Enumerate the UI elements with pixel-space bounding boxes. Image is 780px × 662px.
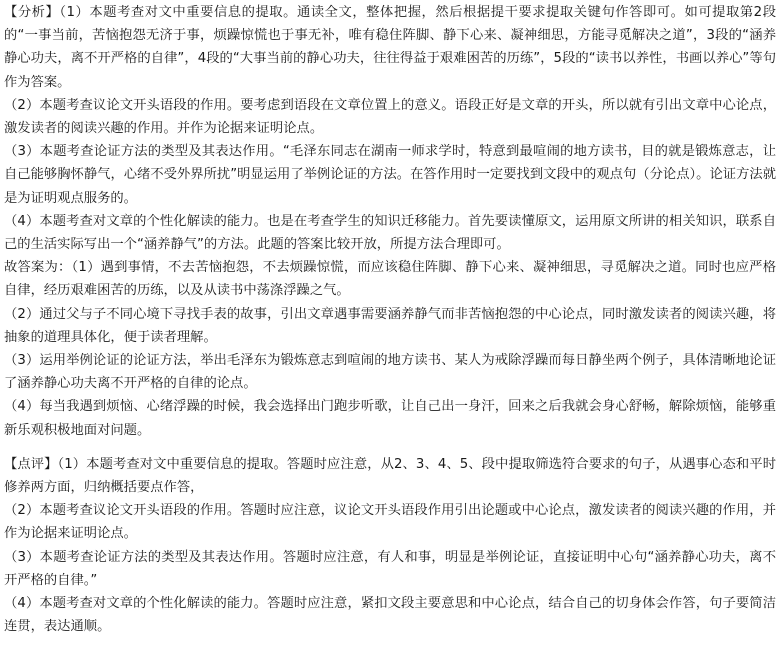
- analysis-paragraph-2: （2）本题考查议论文开头语段的作用。要考虑到语段在文章位置上的意义。语段正好是文章的开头，所以就有引出文章中心论点，激发读者的阅读兴趣的作用。并作为论据来证明论点。: [4, 97, 776, 137]
- section-spacer: [4, 442, 776, 453]
- comment-paragraph-1: 【点评】（1）本题考查对文中重要信息的提取。答题时应注意，从2、3、4、5、段中提取筛选符合要求的句子，从遇事心态和平时修养两方面，归纳概括要点作答，: [4, 456, 776, 496]
- analysis-paragraph-1: 【分析】（1）本题考查对文中重要信息的提取。通读全文，整体把握，然后根据提干要求提取关键句作答即可。如可提取第2段的“一事当前，苦恼抱怨无济于事，烦躁惊慌也于事无补，唯有稳住阵脚、静下心来、凝神细思，方能寻觅解决之道”，3段的“涵养静心功夫，离不开严格的自律”，4段的“大事当前的静心功夫，往往得益于艰难困苦的历练”，5段的“读书以养性，书画以养心”等句作为答案。: [4, 5, 776, 90]
- answer-paragraph-4: （4）每当我遇到烦恼、心绪浮躁的时候，我会选择出门跑步听歌，让自己出一身汗，回来之后我就会身心舒畅，解除烦恼，能够重新乐观积极地面对问题。: [4, 399, 776, 438]
- comment-paragraph-2: （2）本题考查议论文开头语段的作用。答题时应注意，议论文开头语段作用引出论题或中心论点，激发读者的阅读兴趣的作用，并作为论据来证明论点。: [4, 503, 776, 542]
- analysis-paragraph-3: （3）本题考查论证方法的类型及其表达作用。“毛泽东同志在湖南一师求学时，特意到最喧闹的地方读书，目的就是锻炼意志，让自己能够胸怀静气，心绪不受外界所扰”明显运用了举例论证的方法。在答作用时一定要找到文段中的观点句（分论点）。论证方法就是为证明观点服务的。: [4, 144, 776, 206]
- answer-paragraph-3: （3）运用举例论证的论证方法，举出毛泽东为锻炼意志到喧闹的地方读书、某人为戒除浮躁而每日静坐两个例子，具体清晰地论证了涵养静心功夫离不开严格的自律的论点。: [4, 353, 776, 392]
- answer-section: [4, 256, 776, 442]
- comment-paragraph-4: （4）本题考查对文章的个性化解读的能力。答题时应注意，紧扣文段主要意思和中心论点，结合自己的切身体会作答，句子要简洁连贯，表达通顺。: [4, 596, 776, 635]
- analysis-paragraph-4: （4）本题考查对文章的个性化解读的能力。也是在考查学生的知识迁移能力。首先要读懂原文，运用原文所讲的相关知识，联系自己的生活实际写出一个“涵养静气”的方法。此题的答案比较开放，所提方法合理即可。: [4, 213, 776, 253]
- comment-paragraph-3: （3）本题考查论证方法的类型及其表达作用。答题时应注意，有人和事，明显是举例论证，直接证明中心句“涵养静心功夫，离不开严格的自律。”: [4, 549, 776, 588]
- answer-paragraph-2: （2）通过父与子不同心境下寻找手表的故事，引出文章遇事需要涵养静气而非苦恼抱怨的中心论点，同时激发读者的阅读兴趣，将抽象的道理具体化，便于读者理解。: [4, 306, 776, 345]
- analysis-section: [4, 1, 776, 256]
- answer-paragraph-1: 故答案为：（1）遇到事情，不去苦恼抱怨，不去烦躁惊慌，而应该稳住阵脚、静下心来、凝神细思，寻觅解决之道。同时也应严格自律，经历艰难困苦的历练，以及从读书中荡涤浮躁之气。: [4, 260, 776, 299]
- comment-section: [4, 453, 776, 639]
